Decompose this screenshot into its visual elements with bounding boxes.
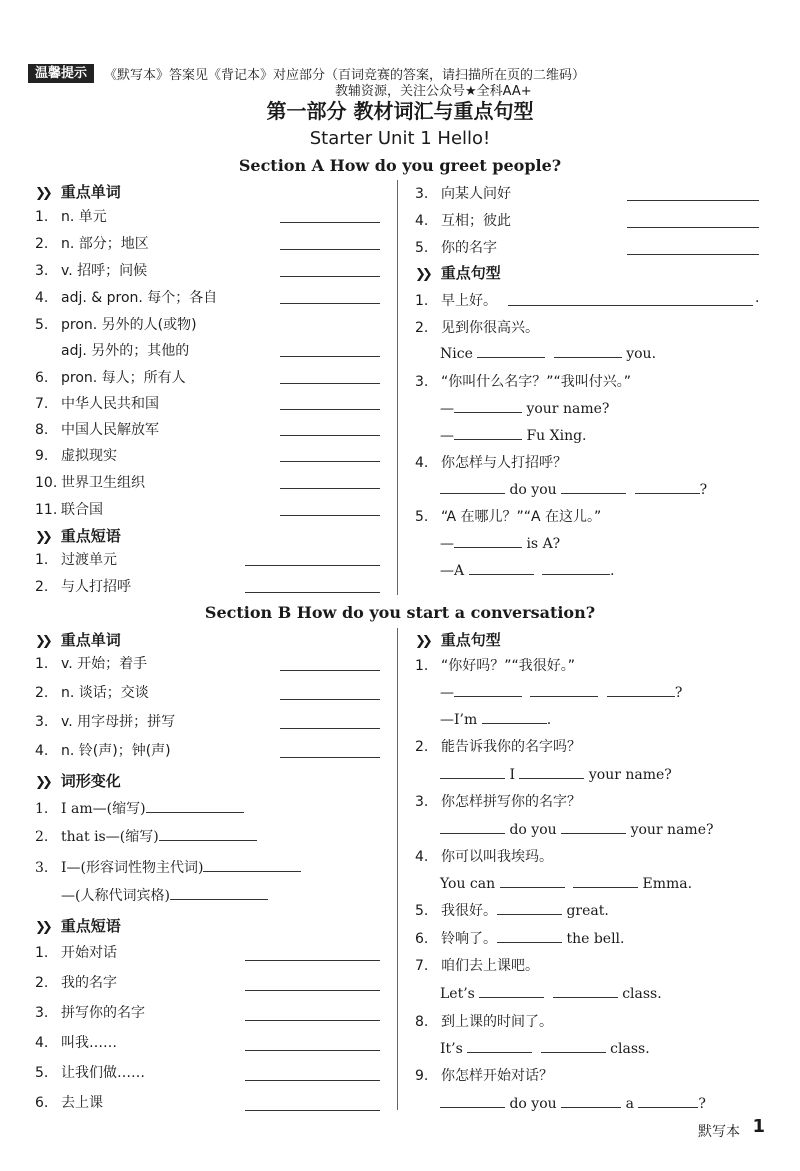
sentence-line: I your name? xyxy=(440,764,672,783)
answer-blank[interactable] xyxy=(245,592,380,593)
answer-blank[interactable] xyxy=(638,1093,698,1108)
list-item: 5. pron. 另外的人(或物) xyxy=(35,317,197,333)
answer-blank[interactable] xyxy=(542,560,610,575)
list-item: 2. 见到你很高兴。 xyxy=(415,320,539,336)
answer-blank[interactable] xyxy=(245,565,380,566)
answer-blank[interactable] xyxy=(497,928,562,943)
section-a-title: Section A How do you greet people? xyxy=(238,156,562,175)
list-item: 11. 联合国 xyxy=(35,502,103,518)
sentence-line: — is A? xyxy=(440,533,560,552)
column-divider-b xyxy=(397,628,398,1110)
list-item: 2. n. 部分；地区 xyxy=(35,236,149,252)
list-item: 4. 叫我…… xyxy=(35,1035,117,1051)
sentence-line: — Fu Xing. xyxy=(440,425,587,444)
answer-blank[interactable] xyxy=(573,873,638,888)
heading-word-forms: ❯❯ 词形变化 xyxy=(35,772,121,790)
answer-blank[interactable] xyxy=(245,990,380,991)
list-item: —(人称代词宾格) xyxy=(35,885,268,905)
list-item: 4. 你可以叫我埃玛。 xyxy=(415,849,553,865)
list-item: 3. 向某人问好 xyxy=(415,186,511,202)
answer-blank[interactable] xyxy=(469,560,534,575)
list-item: 2. that is—(缩写) xyxy=(35,826,257,846)
list-item: 1. v. 开始；着手 xyxy=(35,656,148,672)
answer-blank[interactable] xyxy=(280,461,380,462)
answer-blank[interactable] xyxy=(553,983,618,998)
list-item: 3. “你叫什么名字？”“我叫付兴。” xyxy=(415,374,632,390)
answer-blank[interactable] xyxy=(454,533,522,548)
answer-blank[interactable] xyxy=(440,1093,505,1108)
tip-badge: 温馨提示 xyxy=(28,64,94,83)
sentence-line: do you ? xyxy=(440,479,707,498)
list-item: 8. 到上课的时间了。 xyxy=(415,1014,553,1030)
list-item: 3. v. 用字母拼；拼写 xyxy=(35,714,176,730)
list-item: 6. 铃响了。 the bell. xyxy=(415,928,624,948)
answer-blank[interactable] xyxy=(280,303,380,304)
sentence-line: do you a ? xyxy=(440,1093,706,1112)
list-item: 4. 互相；彼此 xyxy=(415,213,511,229)
part-title: 第一部分 教材词汇与重点句型 xyxy=(266,99,534,123)
heading-key-sentences-b: ❯❯ 重点句型 xyxy=(415,631,501,649)
tip-text: 《默写本》答案见《背记本》对应部分（百词竞赛的答案，请扫描所在页的二维码） xyxy=(104,68,586,83)
sentence-line: — your name? xyxy=(440,398,609,417)
list-item: 5. 我很好。 great. xyxy=(415,900,609,920)
answer-blank[interactable] xyxy=(508,305,753,306)
list-item: 5. 你的名字 xyxy=(415,240,497,256)
list-item: 4. 你怎样与人打招呼？ xyxy=(415,455,567,471)
list-item: 6. 去上课 xyxy=(35,1095,103,1111)
answer-blank[interactable] xyxy=(627,227,759,228)
answer-blank[interactable] xyxy=(519,764,584,779)
tip-watermark-text: 教辅资源，关注公众号★全科AA+ xyxy=(335,84,532,99)
answer-blank[interactable] xyxy=(530,682,598,697)
answer-blank[interactable] xyxy=(280,757,380,758)
list-item: 1. 早上好。 xyxy=(415,293,497,309)
answer-blank[interactable] xyxy=(280,276,380,277)
answer-blank[interactable] xyxy=(479,983,544,998)
list-item: 1. I am—(缩写) xyxy=(35,798,244,818)
answer-blank[interactable] xyxy=(245,1110,380,1111)
answer-blank[interactable] xyxy=(561,479,626,494)
answer-blank[interactable] xyxy=(467,1038,532,1053)
list-item: 4. n. 铃(声)；钟(声) xyxy=(35,743,171,759)
list-item: 2. 我的名字 xyxy=(35,975,117,991)
footer-label: 默写本 xyxy=(698,1124,740,1140)
list-item: 10. 世界卫生组织 xyxy=(35,475,145,491)
answer-blank[interactable] xyxy=(280,356,380,357)
section-b-title: Section B How do you start a conversation? xyxy=(204,603,596,622)
list-item: 5. 让我们做…… xyxy=(35,1065,145,1081)
answer-blank[interactable] xyxy=(454,682,522,697)
column-divider-a xyxy=(397,180,398,595)
sentence-line: do you your name? xyxy=(440,819,714,838)
sentence-line: You can Emma. xyxy=(440,873,692,892)
list-item: 9. 你怎样开始对话？ xyxy=(415,1068,553,1084)
answer-blank[interactable] xyxy=(170,885,268,900)
answer-blank[interactable] xyxy=(245,1050,380,1051)
sentence-line: Nice you. xyxy=(440,343,656,362)
answer-blank[interactable] xyxy=(245,1020,380,1021)
answer-blank[interactable] xyxy=(159,826,257,841)
list-item: 3. v. 招呼；问候 xyxy=(35,263,148,279)
list-item: 2. 与人打招呼 xyxy=(35,579,131,595)
answer-blank[interactable] xyxy=(635,479,700,494)
answer-blank[interactable] xyxy=(280,222,380,223)
answer-blank[interactable] xyxy=(607,682,675,697)
answer-blank[interactable] xyxy=(440,479,505,494)
list-item: 3. 拼写你的名字 xyxy=(35,1005,145,1021)
answer-blank[interactable] xyxy=(454,398,522,413)
answer-blank[interactable] xyxy=(627,254,759,255)
list-item: adj. 另外的；其他的 xyxy=(61,343,190,359)
answer-blank[interactable] xyxy=(280,728,380,729)
list-item: 1. 开始对话 xyxy=(35,945,117,961)
answer-blank[interactable] xyxy=(245,960,380,961)
answer-blank[interactable] xyxy=(482,709,547,724)
answer-blank[interactable] xyxy=(280,435,380,436)
answer-blank[interactable] xyxy=(440,819,505,834)
answer-blank[interactable] xyxy=(500,873,565,888)
heading-key-phrases-b: ❯❯ 重点短语 xyxy=(35,917,121,935)
list-item: 4. adj. & pron. 每个；各自 xyxy=(35,290,218,306)
list-item: 8. 中国人民解放军 xyxy=(35,422,159,438)
page-number: 1 xyxy=(752,1116,765,1137)
list-item: 3. I—(形容词性物主代词) xyxy=(35,857,301,877)
answer-blank[interactable] xyxy=(561,819,626,834)
list-item: 1. 过渡单元 xyxy=(35,552,117,568)
answer-blank[interactable] xyxy=(245,1080,380,1081)
list-item: 2. 能告诉我你的名字吗？ xyxy=(415,739,581,755)
list-item: 3. 你怎样拼写你的名字？ xyxy=(415,794,581,810)
heading-key-sentences-a: ❯❯ 重点句型 xyxy=(415,264,501,282)
answer-blank[interactable] xyxy=(280,488,380,489)
answer-blank[interactable] xyxy=(554,343,622,358)
answer-blank[interactable] xyxy=(497,900,562,915)
answer-blank[interactable] xyxy=(280,249,380,250)
answer-blank[interactable] xyxy=(561,1093,621,1108)
sentence-line: —I’m . xyxy=(440,709,551,728)
sentence-line: —A . xyxy=(440,560,614,579)
answer-blank[interactable] xyxy=(440,764,505,779)
list-item: 7. 中华人民共和国 xyxy=(35,396,159,412)
answer-blank[interactable] xyxy=(280,699,380,700)
list-item: 7. 咱们去上课吧。 xyxy=(415,958,539,974)
list-item: 1. “你好吗？”“我很好。” xyxy=(415,658,576,674)
list-item: 2. n. 谈话；交谈 xyxy=(35,685,149,701)
heading-key-words-a: ❯❯ 重点单词 xyxy=(35,183,121,201)
answer-blank[interactable] xyxy=(477,343,545,358)
answer-blank[interactable] xyxy=(280,515,380,516)
answer-blank[interactable] xyxy=(280,383,380,384)
answer-blank[interactable] xyxy=(627,200,759,201)
period-mark: . xyxy=(755,290,760,306)
sentence-line: Let’s class. xyxy=(440,983,662,1002)
list-item: 6. pron. 每人；所有人 xyxy=(35,370,186,386)
sentence-line: — ? xyxy=(440,682,682,701)
list-item: 1. n. 单元 xyxy=(35,209,107,225)
answer-blank[interactable] xyxy=(454,425,522,440)
answer-blank[interactable] xyxy=(280,409,380,410)
sentence-line: It’s class. xyxy=(440,1038,650,1057)
answer-blank[interactable] xyxy=(203,857,301,872)
heading-key-words-b: ❯❯ 重点单词 xyxy=(35,631,121,649)
heading-key-phrases-a: ❯❯ 重点短语 xyxy=(35,527,121,545)
list-item: 5. “A 在哪儿？”“A 在这儿。” xyxy=(415,509,602,525)
answer-blank[interactable] xyxy=(541,1038,606,1053)
answer-blank[interactable] xyxy=(146,798,244,813)
list-item: 9. 虚拟现实 xyxy=(35,448,117,464)
unit-title: Starter Unit 1 Hello! xyxy=(309,128,491,149)
answer-blank[interactable] xyxy=(280,670,380,671)
